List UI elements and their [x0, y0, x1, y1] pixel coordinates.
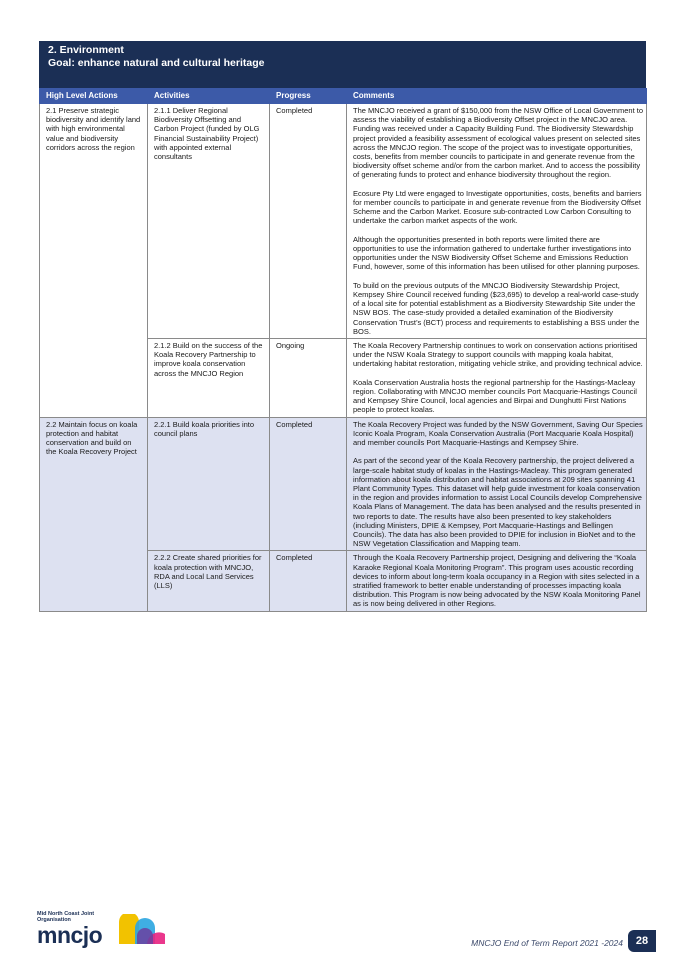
comment-paragraph: Through the Koala Recovery Partnership project, Designing and delivering the “Koala Karaoke Regional Koala Monitoring Program”. This program uses acoustic recording devices to inform about long-term koala occupancy in a Region with sites selected in a stratified framework to better enable understanding of processes impacting koala distribution. This Program is now being advocated by the NSW Koala Monitoring Panel as is now being delivered in other Regions. — [353, 553, 641, 609]
progress-cell: Completed — [270, 551, 347, 611]
comment-paragraph: The MNCJO received a grant of $150,000 from the NSW Office of Local Government to assess the viability of establishing a Biodiversity Offset project in the MNCJO area. Funding was received under a Capacity Building Fund. The Biodiversity Stewardship project provided a feasibility assessment of ecological values present on selected sites across the MNCJO region. The scope of the project was to investigate opportunities, costs, benefits from member councils to participate in and generate revenue from the biodiversity offset scheme and/or from the carbon market. And to access the possibility of generating funds to protect and enhance biodiversity throughout the region. — [353, 106, 643, 180]
comment-paragraph: Ecosure Pty Ltd were engaged to Investigate opportunities, costs, benefits and barriers for member councils to participate in and generate revenue from the Biodiversity Offset Scheme and the Carbon Market. Ecosure sub-contracted Low Carbon Consulting to undertake the carbon market aspects of the work. — [353, 188, 642, 226]
actions-table — [39, 88, 647, 612]
comment-paragraph: Koala Conservation Australia hosts the regional partnership for the Hastings-Macleay region. Collaborating with MNCJO member councils Port Macquarie-Hastings Council and Kempsey Shire Council, local agencies and Birpai and Dunghutti First Nations people to protect koalas. — [353, 377, 637, 415]
progress-cell: Ongoing — [270, 339, 347, 418]
table-header-row — [40, 89, 647, 104]
logo-mark-icon — [117, 914, 167, 950]
comments-cell — [347, 339, 647, 418]
column-header-actions: High Level Actions — [40, 89, 148, 104]
column-header-comments: Comments — [347, 89, 647, 104]
table-row — [40, 417, 647, 551]
activity-cell: 2.1.2 Build on the success of the Koala Recovery Partnership to improve koala conservation across the MNCJO Region — [148, 339, 270, 418]
activity-cell: 2.2.1 Build koala priorities into council plans — [148, 417, 270, 551]
high-level-action-cell: 2.2 Maintain focus on koala protection and habitat conservation and build on the Koala Recovery Project — [40, 417, 148, 611]
mncjo-logo — [37, 911, 169, 951]
comment-paragraph: The Koala Recovery Partnership continues to work on conservation actions prioritised under the NSW Koala Strategy to support councils with mapping koala habitat, undertaking habitat restoration, mitigating vehicle strike, and providing technical advice. — [353, 341, 643, 369]
section-banner — [39, 41, 646, 88]
environment-section — [39, 41, 646, 612]
comment-paragraph: Although the opportunities presented in both reports were limited there are opportunities to use the information gathered to undertake further investigations into opportunities under the NSW Biodiversity Offset Scheme and Emissions Reduction Fund, however, some of this information has been utilised for other planning purposes. — [353, 234, 640, 272]
comment-paragraph: As part of the second year of the Koala Recovery partnership, the project delivered a large-scale habitat study of koalas in the Hastings-Macleay. This program generated information about koala distribution and habitat associations at 209 sites spanning 41 Plant Community Types. This dataset will help guide investment for koala conservation in the region and provides information to assist Local Councils develop Comprehensive Koala Plans of Management. The data has been analysed and the results presented in two reports to date. The results have also been presented to key stakeholders (including Ministers, DPIE & Kempsey, Port Macquarie-Hastings and Bellingen Councils). The data has also been provided to DPIE for inclusion in BioNet and to the NSW Vegetation Classification and Mapping team. — [353, 456, 642, 549]
column-header-activities: Activities — [148, 89, 270, 104]
comment-paragraph: The Koala Recovery Project was funded by the NSW Government, Saving Our Species Iconic Koala Program, Koala Conservation Australia (Port Macquarie Koala Hospital) and member councils Port Macquarie-Hastings and Kempsey Shire. — [353, 419, 643, 448]
progress-cell: Completed — [270, 104, 347, 339]
comments-cell — [347, 551, 647, 611]
progress-cell: Completed — [270, 417, 347, 551]
logo-org-name: Mid North Coast Joint Organisation — [37, 911, 95, 923]
report-title: MNCJO End of Term Report 2021 -2024 — [471, 938, 623, 948]
section-title: 2. Environment — [48, 44, 124, 56]
logo-wordmark: mncjo — [37, 922, 103, 948]
section-goal: Goal: enhance natural and cultural heritage — [48, 57, 265, 69]
table-row — [40, 104, 647, 339]
high-level-action-cell: 2.1 Preserve strategic biodiversity and identify land with high environmental value and biodiversity corridors across the region — [40, 104, 148, 418]
column-header-progress: Progress — [270, 89, 347, 104]
activity-cell: 2.2.2 Create shared priorities for koala protection with MNCJO, RDA and Local Land Services (LLS) — [148, 551, 270, 611]
comments-cell — [347, 417, 647, 551]
page-number: 28 — [628, 930, 656, 952]
comment-paragraph: To build on the previous outputs of the MNCJO Biodiversity Stewardship Project, Kempsey Shire Council received funding ($23,695) to develop a real-world case-study of a local site for potential establishment as a Biodiversity Stewardship Site under the NSW BOS. The case-study provided a detailed examination of the Biodiversity Conservation Trust’s (BCT) process and requirements to establishing a BSS under the BOS. — [353, 280, 640, 336]
comments-cell — [347, 104, 647, 339]
activity-cell: 2.1.1 Deliver Regional Biodiversity Offsetting and Carbon Project (funded by OLG Financial Sustainability Project) with appointed external consultants — [148, 104, 270, 339]
